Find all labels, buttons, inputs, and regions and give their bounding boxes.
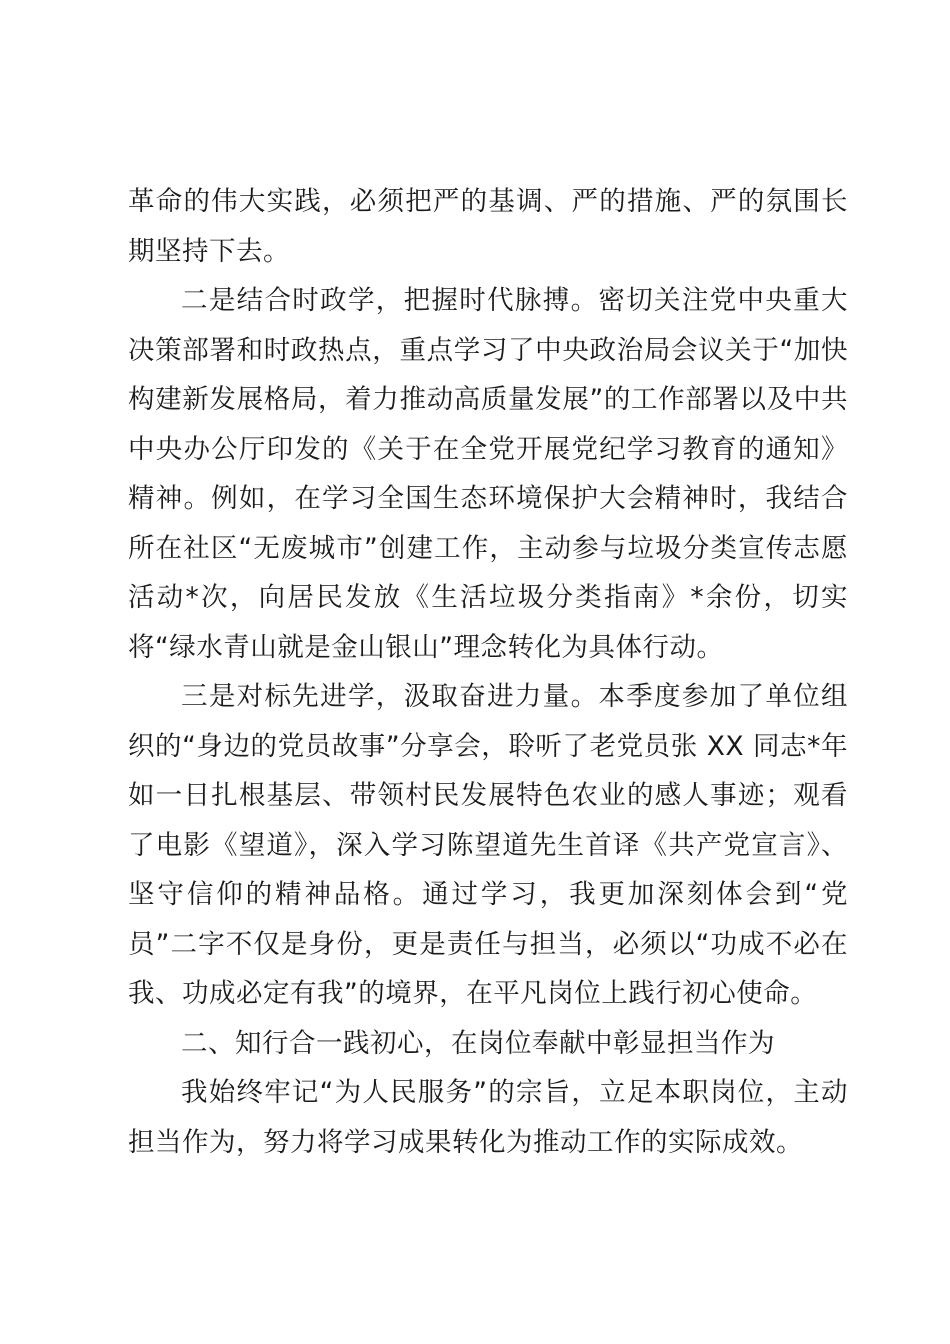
document-body xyxy=(128,177,848,1167)
paragraph-section-intro: 我始终牢记“为人民服务”的宗旨，立足本职岗位，主动担当作为，努力将学习成果转化为推动工作的实际成效。 xyxy=(128,1077,848,1158)
paragraph-benchmark-study: 三是对标先进学，汲取奋进力量。本季度参加了单位组织的“身边的党员故事”分享会，聆听了老党员张 XX 同志*年如一日扎根基层、带领村民发展特色农业的感人事迹；观看了电影《望道》，深入学习陈望道先生首译《共产党宣言》、坚守信仰的精神品格。通过学习，我更加深刻体会到“党员”二字不仅是身份，更是责任与担当，必须以“功成不必在我、功成必定有我”的境界，在平凡岗位上践行初心使命。 xyxy=(128,681,848,1009)
paragraph-current-affairs-study: 二是结合时政学，把握时代脉搏。密切关注党中央重大决策部署和时政热点，重点学习了中央政治局会议关于“加快构建新发展格局，着力推动高质量发展”的工作部署以及中共中央办公厅印发的《关于在全党开展党纪学习教育的通知》精神。例如，在学习全国生态环境保护大会精神时，我结合所在社区“无废城市”创建工作，主动参与垃圾分类宣传志愿活动*次，向居民发放《生活垃圾分类指南》*余份，切实将“绿水青山就是金山银山”理念转化为具体行动。 xyxy=(128,285,848,663)
section-heading: 二、知行合一践初心，在岗位奉献中彰显担当作为 xyxy=(181,1027,775,1059)
paragraph-continuation: 革命的伟大实践，必须把严的基调、严的措施、严的氛围长期坚持下去。 xyxy=(128,186,848,267)
